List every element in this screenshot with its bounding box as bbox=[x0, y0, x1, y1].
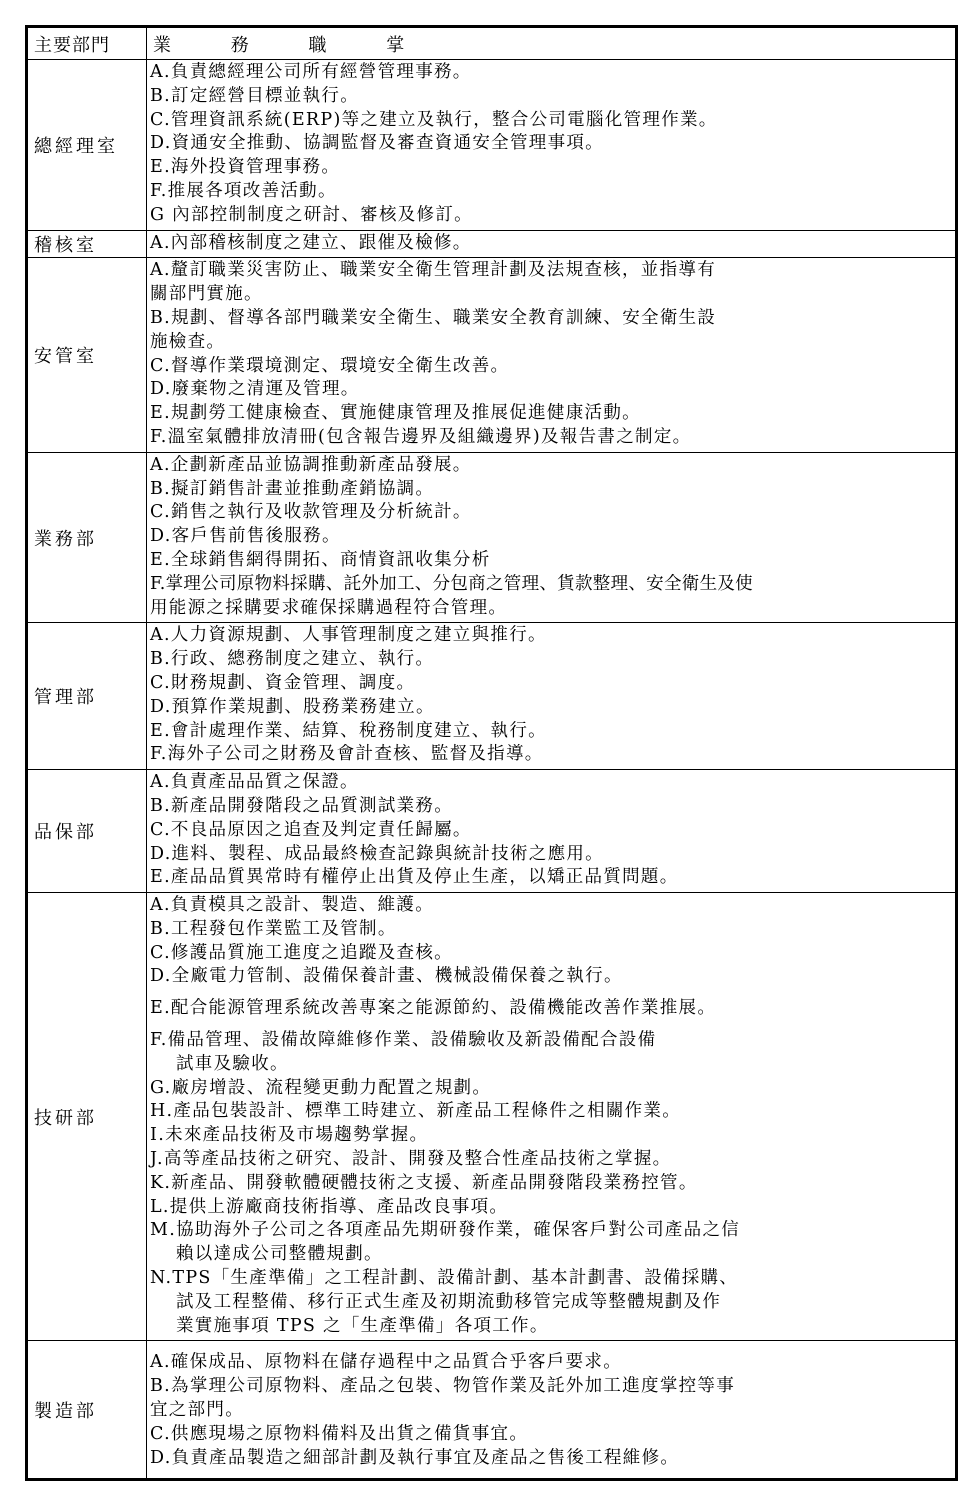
duty-line: A.內部稽核制度之建立、跟催及檢修。 bbox=[150, 232, 472, 253]
header-duties-char: 職 bbox=[308, 34, 328, 56]
duty-line: E.配合能源管理系統改善專案之能源節約、設備機能改善作業推展。 bbox=[150, 998, 717, 1019]
dept-name: 品保部 bbox=[28, 770, 147, 893]
duty-line: B.新產品開發階段之品質測試業務。 bbox=[150, 795, 454, 816]
duty-line: 試車及驗收。 bbox=[176, 1053, 289, 1074]
row-audit-office bbox=[28, 230, 956, 258]
duties-cell bbox=[147, 1341, 956, 1479]
duty-line: 宜之部門。 bbox=[150, 1400, 244, 1421]
duty-line: E.海外投資管理事務。 bbox=[150, 157, 341, 178]
duties-cell bbox=[147, 452, 956, 623]
duty-line: A.企劃新產品並協調推動新產品發展。 bbox=[150, 454, 472, 475]
duties-table-container bbox=[25, 25, 958, 1481]
duty-line: C.供應現場之原物料備料及出貨之備貨事宜。 bbox=[150, 1423, 529, 1444]
duty-line: B.擬訂銷售計畫並推動產銷協調。 bbox=[150, 478, 435, 499]
duty-line: E.規劃勞工健康檢查、實施健康管理及推展促進健康活動。 bbox=[150, 403, 641, 424]
duty-line: F.海外子公司之財務及會計查核、監督及指導。 bbox=[150, 744, 544, 765]
row-gm-office bbox=[28, 60, 956, 231]
duty-line: D.負責產品製造之細部計劃及執行事宜及產品之售後工程維修。 bbox=[150, 1447, 680, 1468]
duty-line: F.備品管理、設備故障維修作業、設備驗收及新設備配合設備 bbox=[150, 1030, 657, 1051]
duty-line: E.全球銷售網得開拓、商情資訊收集分析 bbox=[150, 549, 491, 570]
duty-line: C.不良品原因之追查及判定責任歸屬。 bbox=[150, 819, 472, 840]
duty-line: L.提供上游廠商技術指導、產品改良事項。 bbox=[150, 1196, 509, 1217]
dept-name: 技研部 bbox=[28, 893, 147, 1341]
row-admin-dept bbox=[28, 623, 956, 770]
dept-name: 安管室 bbox=[28, 258, 147, 452]
duty-line: 用能源之採購要求確保採購過程符合管理。 bbox=[150, 597, 508, 618]
duty-line: H.產品包裝設計、標準工時建立、新產品工程條件之相關作業。 bbox=[150, 1101, 682, 1122]
duty-line: F.溫室氣體排放清冊(包含報告邊界及組織邊界)及報告書之制定。 bbox=[150, 426, 692, 447]
duty-line: G.廠房增設、流程變更動力配置之規劃。 bbox=[150, 1077, 492, 1098]
duties-cell bbox=[147, 623, 956, 770]
duty-line: I.未來產品技術及市場趨勢掌握。 bbox=[150, 1125, 429, 1146]
duties-cell bbox=[147, 60, 956, 231]
duty-line: K.新產品、開發軟體硬體技術之支援、新產品開發階段業務控管。 bbox=[150, 1172, 698, 1193]
duty-line: B.訂定經營目標並執行。 bbox=[150, 85, 360, 106]
duty-line: D.廢棄物之清運及管理。 bbox=[150, 379, 360, 400]
duty-line: D.預算作業規劃、股務業務建立。 bbox=[150, 696, 435, 717]
duties-cell bbox=[147, 770, 956, 893]
dept-name: 管理部 bbox=[28, 623, 147, 770]
duty-line: 業實施事項 TPS 之「生產準備」各項工作。 bbox=[176, 1315, 549, 1336]
row-rd-dept bbox=[28, 893, 956, 1341]
duty-line: C.管理資訊系統(ERP)等之建立及執行，整合公司電腦化管理作業。 bbox=[150, 109, 718, 130]
duty-line: C.督導作業環境測定、環境安全衛生改善。 bbox=[150, 355, 510, 376]
duty-line: J.高等產品技術之研究、設計、開發及整合性產品技術之掌握。 bbox=[150, 1149, 672, 1170]
duties-cell bbox=[147, 230, 956, 258]
dept-name: 總經理室 bbox=[28, 60, 147, 231]
dept-name: 製造部 bbox=[28, 1341, 147, 1479]
duty-line: F.推展各項改善活動。 bbox=[150, 180, 337, 201]
department-duties-table bbox=[27, 27, 956, 1479]
duty-line: 施檢查。 bbox=[150, 331, 226, 352]
duty-line: A.負責模具之設計、製造、維護。 bbox=[150, 895, 434, 916]
duty-line: B.為掌理公司原物料、產品之包裝、物管作業及託外加工進度掌控等事 bbox=[150, 1376, 736, 1397]
duty-line: E.會計處理作業、結算、稅務制度建立、執行。 bbox=[150, 720, 547, 741]
duty-line: A.負責總經理公司所有經營管理事務。 bbox=[150, 62, 472, 82]
header-dept: 主要部門 bbox=[28, 28, 147, 60]
duty-line: F.掌理公司原物料採購、託外加工、分包商之管理、貨款整理、安全衛生及使 bbox=[150, 573, 753, 594]
duties-cell bbox=[147, 893, 956, 1341]
dept-name: 稽核室 bbox=[28, 230, 147, 258]
row-mfg-dept bbox=[28, 1341, 956, 1479]
header-duties-char: 掌 bbox=[386, 34, 406, 56]
duty-line: A.釐訂職業災害防止、職業安全衛生管理計劃及法規查核，並指導有 bbox=[150, 260, 716, 281]
duty-line: B.行政、總務制度之建立、執行。 bbox=[150, 649, 435, 670]
duty-line: B.工程發包作業監工及管制。 bbox=[150, 918, 397, 939]
row-sales-dept bbox=[28, 452, 956, 623]
duty-line: A.人力資源規劃、人事管理制度之建立與推行。 bbox=[150, 625, 547, 646]
duty-line: D.全廠電力管制、設備保養計畫、機械設備保養之執行。 bbox=[150, 966, 623, 987]
duty-line: D.資通安全推動、協調監督及審查資通安全管理事項。 bbox=[150, 133, 604, 154]
row-qa-dept bbox=[28, 770, 956, 893]
duty-line: D.進料、製程、成品最終檢查記錄與統計技術之應用。 bbox=[150, 843, 604, 864]
header-duties bbox=[147, 28, 956, 60]
duty-line: B.規劃、督導各部門職業安全衛生、職業安全教育訓練、安全衛生設 bbox=[150, 307, 717, 328]
duty-line: E.產品品質異常時有權停止出貨及停止生產，以矯正品質問題。 bbox=[150, 867, 679, 888]
duty-line: D.客戶售前售後服務。 bbox=[150, 526, 341, 547]
header-duties-char: 業 bbox=[153, 34, 172, 56]
header-duties-char: 務 bbox=[230, 34, 250, 56]
duty-line: N.TPS「生產準備」之工程計劃、設備計劃、基本計劃書、設備採購、 bbox=[150, 1268, 739, 1289]
dept-name: 業務部 bbox=[28, 452, 147, 623]
duties-cell bbox=[147, 258, 956, 452]
duty-line: M.協助海外子公司之各項產品先期研發作業，確保客戶對公司產品之信 bbox=[150, 1220, 741, 1241]
duty-line: 賴以達成公司整體規劃。 bbox=[176, 1244, 383, 1265]
duty-line: A.確保成品、原物料在儲存過程中之品質合乎客戶要求。 bbox=[150, 1352, 622, 1373]
duty-line: C.銷售之執行及收款管理及分析統計。 bbox=[150, 502, 472, 523]
duty-line: G 內部控制制度之研討、審核及修訂。 bbox=[150, 204, 473, 225]
duty-line: 關部門實施。 bbox=[150, 284, 263, 305]
header-row bbox=[28, 28, 956, 60]
duty-line: A.負責產品品質之保證。 bbox=[150, 772, 359, 793]
duty-line: C.財務規劃、資金管理、調度。 bbox=[150, 672, 416, 693]
row-safety-office bbox=[28, 258, 956, 452]
duty-line: 試及工程整備、移行正式生產及初期流動移管完成等整體規劃及作 bbox=[176, 1291, 722, 1312]
duty-line: C.修護品質施工進度之追蹤及查核。 bbox=[150, 942, 453, 963]
